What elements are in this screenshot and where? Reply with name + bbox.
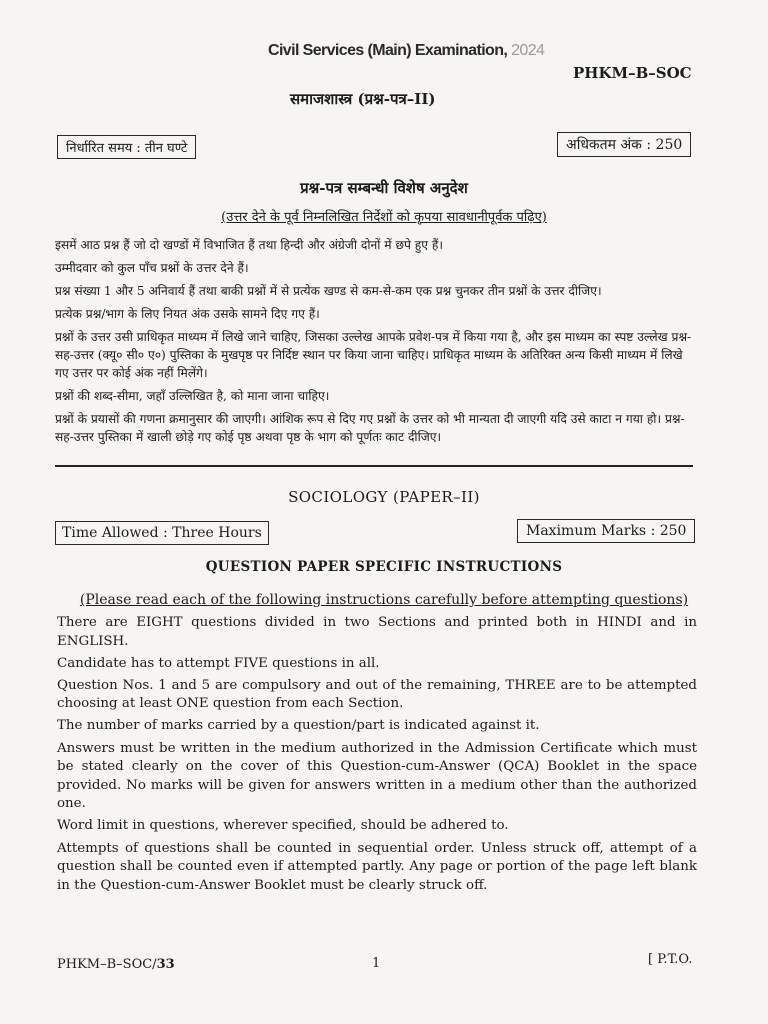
footer-code-number: 33 bbox=[156, 957, 175, 972]
english-subject-title: SOCIOLOGY (PAPER–II) bbox=[288, 488, 480, 506]
paper-code: PHKM–B–SOC bbox=[573, 64, 692, 82]
hindi-instruction: प्रत्येक प्रश्न/भाग के लिए नियत अंक उसके सामने दिए गए हैं। bbox=[55, 307, 320, 321]
hindi-instructions-subheading bbox=[0, 207, 768, 225]
english-instruction: The number of marks carried by a question/part is indicated against it. bbox=[57, 718, 540, 734]
hindi-instruction: प्रश्नों के प्रयासों की गणना क्रमानुसार की जाएगी। आंशिक रूप से दिए गए प्रश्नों के उत्तर को भी मान्यता दी जाएगी यदि उसे काटा न गया हो। प्रश्न-सह-उत्तर पुस्तिका में खाली छोड़े गए कोई पृष्ठ अथवा पृष्ठ के भाग को पूर्णतः काट दीजिए। bbox=[55, 412, 685, 444]
english-instruction: There are EIGHT questions divided in two Sections and printed both in HINDI and in ENGLISH. bbox=[57, 615, 697, 649]
english-instruction: Word limit in questions, wherever specified, should be adhered to. bbox=[57, 818, 509, 834]
english-max-marks-box: Maximum Marks : 250 bbox=[517, 519, 695, 543]
english-instruction: Question Nos. 1 and 5 are compulsory and out of the remaining, THREE are to be attempted choosing at least ONE question from each Section. bbox=[57, 677, 697, 712]
please-turn-over: [ P.T.O. bbox=[648, 952, 693, 967]
english-instruction: Candidate has to attempt FIVE questions in all. bbox=[57, 655, 380, 671]
exam-title-text: Civil Services (Main) Examination, bbox=[268, 42, 508, 59]
section-divider bbox=[55, 465, 693, 467]
english-subheading-text: (Please read each of the following instructions carefully before attempting questions) bbox=[79, 592, 689, 608]
english-instructions-list bbox=[57, 614, 697, 899]
footer-paper-code bbox=[57, 957, 175, 972]
hindi-instruction: इसमें आठ प्रश्न हैं जो दो खण्डों में विभाजित हैं तथा हिन्दी और अंग्रेजी दोनों में छपे हुए हैं। bbox=[55, 238, 443, 252]
english-instruction: Attempts of questions shall be counted in sequential order. Unless struck off, attempt of a question shall be counted even if attempted partly. Any page or portion of the page left blank in the Question-cum-Answer Booklet must be clearly struck off. bbox=[57, 840, 697, 893]
hindi-instruction: प्रश्न संख्या 1 और 5 अनिवार्य हैं तथा बाकी प्रश्नों में से प्रत्येक खण्ड से कम-से-कम एक प्रश्न चुनकर तीन प्रश्नों के उत्तर दीजिए। bbox=[55, 284, 602, 298]
hindi-max-marks-box: अधिकतम अंक : 250 bbox=[557, 132, 691, 157]
english-instruction: Answers must be written in the medium authorized in the Admission Certificate which must be stated clearly on the cover of this Question-cum-Answer (QCA) Booklet in the space provided. No marks will be given for answers written in a medium other than the authorized one. bbox=[57, 740, 697, 812]
english-instructions-subheading bbox=[0, 592, 768, 608]
hindi-instruction: प्रश्नों के उत्तर उसी प्राधिकृत माध्यम में लिखे जाने चाहिए, जिसका उल्लेख आपके प्रवेश-पत्र में किया गया है, और इस माध्यम का स्पष्ट उल्लेख प्रश्न-सह-उत्तर (क्यू० सी० ए०) पुस्तिका के मुखपृष्ठ पर निर्दिष्ट स्थान पर किया जाना चाहिए। प्राधिकृत माध्यम के अतिरिक्त अन्य किसी माध्यम में लिखे गए उत्तर पर कोई अंक नहीं मिलेंगे। bbox=[55, 330, 692, 380]
hindi-subject-title: समाजशास्त्र (प्रश्न-पत्र–II) bbox=[290, 90, 436, 108]
footer-code-prefix: PHKM–B–SOC/ bbox=[57, 957, 157, 972]
hindi-time-allowed-box: निर्धारित समय : तीन घण्टे bbox=[57, 135, 196, 159]
hindi-instructions-heading: प्रश्न-पत्र सम्बन्धी विशेष अनुदेश bbox=[300, 179, 468, 197]
english-instructions-heading: QUESTION PAPER SPECIFIC INSTRUCTIONS bbox=[205, 559, 563, 575]
hindi-instruction: प्रश्नों की शब्द-सीमा, जहाँ उल्लिखित है, को माना जाना चाहिए। bbox=[55, 389, 330, 403]
english-time-allowed-box: Time Allowed : Three Hours bbox=[55, 521, 269, 545]
hindi-instruction: उम्मीदवार को कुल पाँच प्रश्नों के उत्तर देने हैं। bbox=[55, 261, 249, 275]
hindi-subheading-text: (उत्तर देने के पूर्व निम्नलिखित निर्देशों को कृपया सावधानीपूर्वक पढ़िए) bbox=[221, 210, 547, 225]
page-number: 1 bbox=[372, 956, 381, 971]
exam-title bbox=[268, 42, 544, 60]
hindi-instructions-list bbox=[55, 236, 695, 451]
exam-year: 2024 bbox=[511, 42, 545, 59]
